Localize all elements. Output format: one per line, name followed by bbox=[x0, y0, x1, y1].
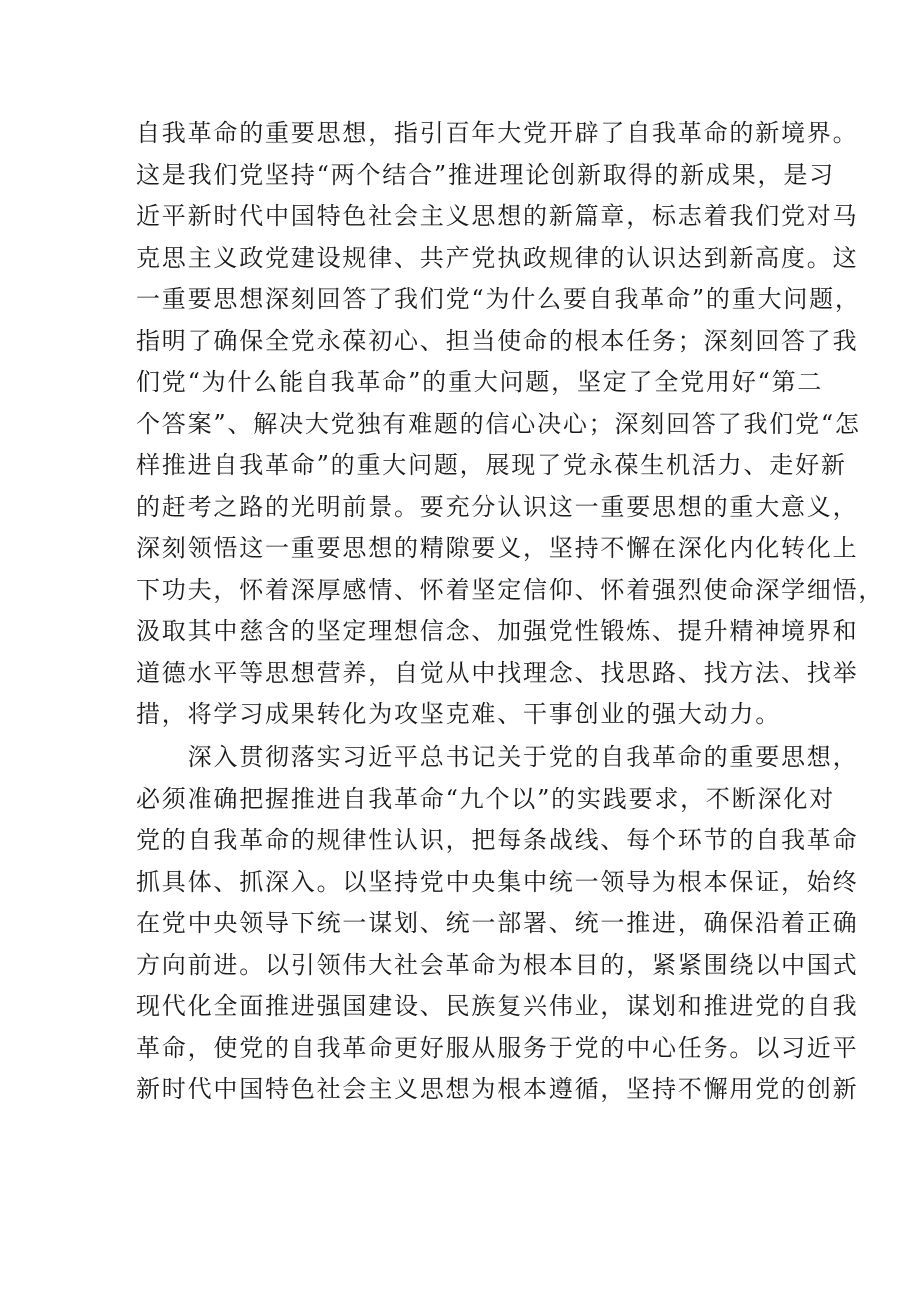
text-line: 克思主义政党建设规律、共产党执政规律的认识达到新高度。这 bbox=[136, 243, 859, 272]
text-line: 近平新时代中国特色社会主义思想的新篇章，标志着我们党对马 bbox=[136, 202, 859, 230]
paragraph-1 bbox=[136, 113, 885, 736]
text-line: 党的自我革命的规律性认识，把每条战线、每个环节的自我革命 bbox=[136, 826, 859, 855]
text-line: 深入贯彻落实习近平总书记关于党的自我革命的重要思想， bbox=[136, 743, 859, 772]
text-line: 革命，使党的自我革命更好服从服务于党的中心任务。以习近平 bbox=[136, 1033, 859, 1062]
paragraph-2 bbox=[136, 737, 859, 1111]
text-line: 这是我们党坚持“两个结合”推进理论创新取得的新成果，是习 bbox=[136, 160, 835, 189]
text-line: 个答案”、解决大党独有难题的信心决心；深刻回答了我们党“怎 bbox=[136, 409, 861, 438]
text-line: 在党中央领导下统一谋划、统一部署、统一推进，确保沿着正确 bbox=[136, 909, 859, 938]
text-line: 下功夫，怀着深厚感情、怀着坚定信仰、怀着强烈使命深学细悟， bbox=[136, 575, 885, 604]
text-line: 方向前进。以引领伟大社会革命为根本目的，紧紧围绕以中国式 bbox=[136, 950, 859, 979]
text-line: 们党“为什么能自我革命”的重大问题，坚定了全党用好“第二 bbox=[136, 368, 824, 396]
text-line: 新时代中国特色社会主义思想为根本遵循，坚持不懈用党的创新 bbox=[136, 1075, 859, 1104]
text-line: 措，将学习成果转化为攻坚克难、干事创业的强大动力。 bbox=[136, 700, 781, 728]
text-line: 样推进自我革命”的重大问题，展现了党永葆生机活力、走好新 bbox=[136, 451, 847, 479]
text-line: 汲取其中慈含的坚定理想信念、加强党性锻炼、提升精神境界和 bbox=[136, 617, 859, 645]
text-line: 的赶考之路的光明前景。要充分认识这一重要思想的重大意义， bbox=[136, 492, 859, 521]
text-line: 一重要思想深刻回答了我们党“为什么要自我革命”的重大问题， bbox=[136, 285, 861, 313]
body-text bbox=[136, 113, 885, 1111]
text-line: 指明了确保全党永葆初心、担当使命的根本任务；深刻回答了我 bbox=[136, 326, 859, 355]
text-line: 深刻领悟这一重要思想的精隙要义，坚持不懈在深化内化转化上 bbox=[136, 534, 859, 562]
text-line: 现代化全面推进强国建设、民族复兴伟业，谋划和推进党的自我 bbox=[136, 992, 859, 1021]
text-line: 道德水平等思想营养，自觉从中找理念、找思路、找方法、找举 bbox=[136, 658, 859, 687]
text-line: 必须准确把握推进自我革命“九个以”的实践要求，不断深化对 bbox=[136, 784, 835, 813]
text-line: 抓具体、抓深入。以坚持党中央集中统一领导为根本保证，始终 bbox=[136, 867, 859, 896]
text-line: 自我革命的重要思想，指引百年大党开辟了自我革命的新境界。 bbox=[136, 119, 859, 147]
